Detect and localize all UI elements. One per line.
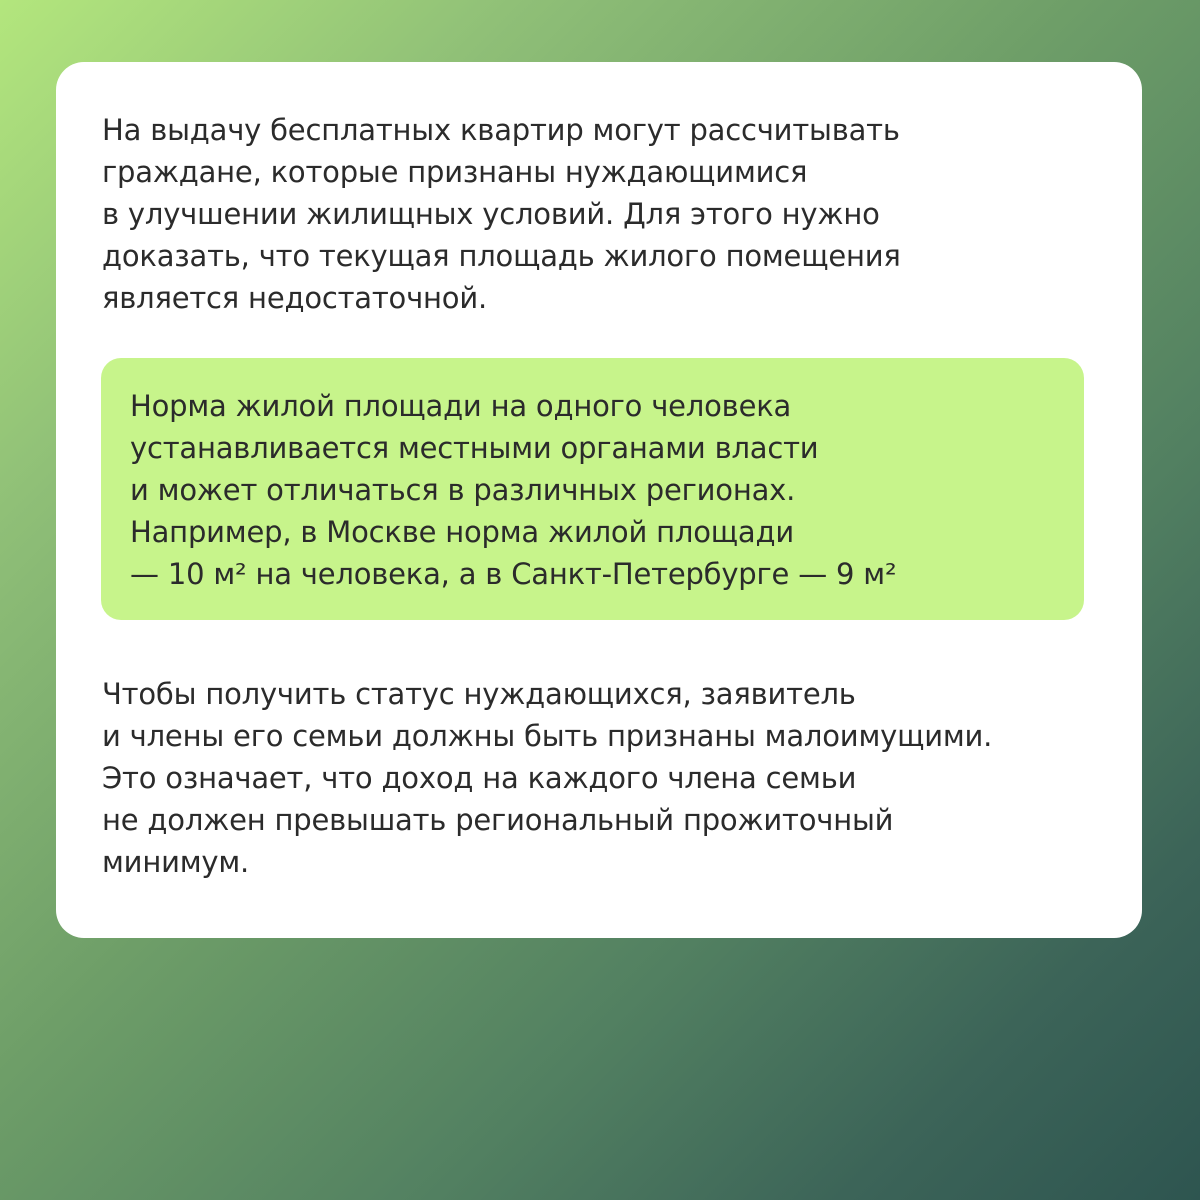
intro-paragraph: [102, 109, 901, 319]
conditions-line: и члены его семьи должны быть признаны малоимущими.: [102, 719, 993, 753]
conditions-line: не должен превышать региональный прожиточный: [102, 803, 894, 837]
conditions-line: минимум.: [102, 845, 250, 879]
intro-line: граждане, которые признаны нуждающимися: [102, 155, 808, 189]
content-card: [56, 62, 1142, 938]
intro-line: является недостаточной.: [102, 281, 488, 315]
conditions-line: Чтобы получить статус нуждающихся, заявитель: [102, 677, 856, 711]
intro-line: в улучшении жилищных условий. Для этого нужно: [102, 197, 880, 231]
highlight-paragraph: [130, 385, 896, 595]
conditions-line: Это означает, что доход на каждого члена семьи: [102, 761, 857, 795]
highlight-line: устанавливается местными органами власти: [130, 431, 819, 465]
conditions-paragraph: [102, 673, 992, 883]
intro-line: доказать, что текущая площадь жилого помещения: [102, 239, 901, 273]
intro-line: На выдачу бесплатных квартир могут рассчитывать: [102, 113, 900, 147]
highlight-line: и может отличаться в различных регионах.: [130, 473, 796, 507]
highlight-box: [101, 358, 1084, 620]
highlight-line: Например, в Москве норма жилой площади: [130, 515, 794, 549]
highlight-line: — 10 м² на человека, а в Санкт-Петербурге — 9 м²: [130, 557, 897, 591]
highlight-line: Норма жилой площади на одного человека: [130, 389, 792, 423]
